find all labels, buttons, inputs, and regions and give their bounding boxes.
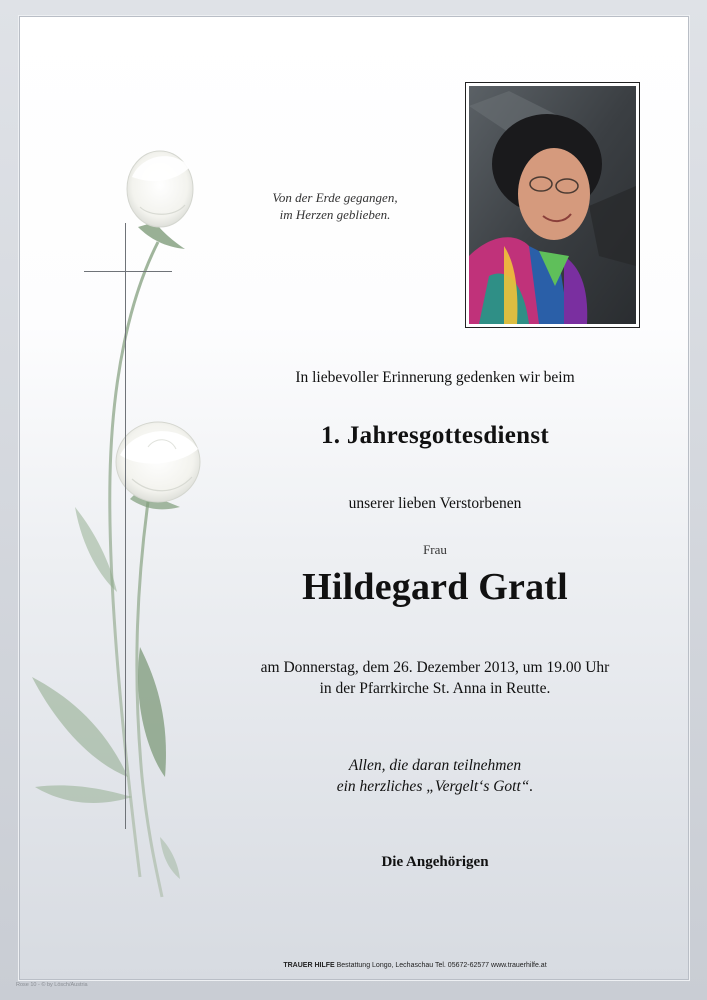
copyright-note: Rose 10 - © by Lösch/Austria xyxy=(16,982,88,988)
motto-line-2: im Herzen geblieben. xyxy=(279,207,391,222)
service-date: am Donnerstag, dem 26. Dezember 2013, um 19.00 Uhr xyxy=(260,659,610,676)
signature: Die Angehörigen xyxy=(381,854,489,870)
service-place: in der Pfarrkirche St. Anna in Reutte. xyxy=(319,680,551,697)
memorial-card xyxy=(19,16,689,980)
cross-icon xyxy=(125,223,126,829)
thanks-message xyxy=(230,755,640,797)
motto xyxy=(250,189,420,223)
footer xyxy=(170,962,660,969)
footer-brand: TRAUER HILFE xyxy=(283,962,335,969)
cross-bar xyxy=(84,271,172,272)
portrait-photo xyxy=(469,86,636,324)
occasion-title: 1. Jahresgottesdienst xyxy=(320,422,550,449)
service-details xyxy=(230,657,640,699)
motto-line-1: Von der Erde gegangen, xyxy=(272,190,398,205)
footer-text: Bestattung Longo, Lechaschau Tel. 05672-62577 www.trauerhilfe.at xyxy=(336,962,547,969)
thanks-line-1: Allen, die daran teilnehmen xyxy=(348,757,522,774)
thanks-line-2: ein herzliches „Vergelt‘s Gott“. xyxy=(336,778,534,795)
salutation: Frau xyxy=(423,542,447,557)
intro-text: In liebevoller Erinnerung gedenken wir beim xyxy=(295,369,575,386)
deceased-phrase: unserer lieben Verstorbenen xyxy=(348,495,522,512)
photo-frame xyxy=(465,82,640,328)
deceased-name: Hildegard Gratl xyxy=(302,566,568,608)
